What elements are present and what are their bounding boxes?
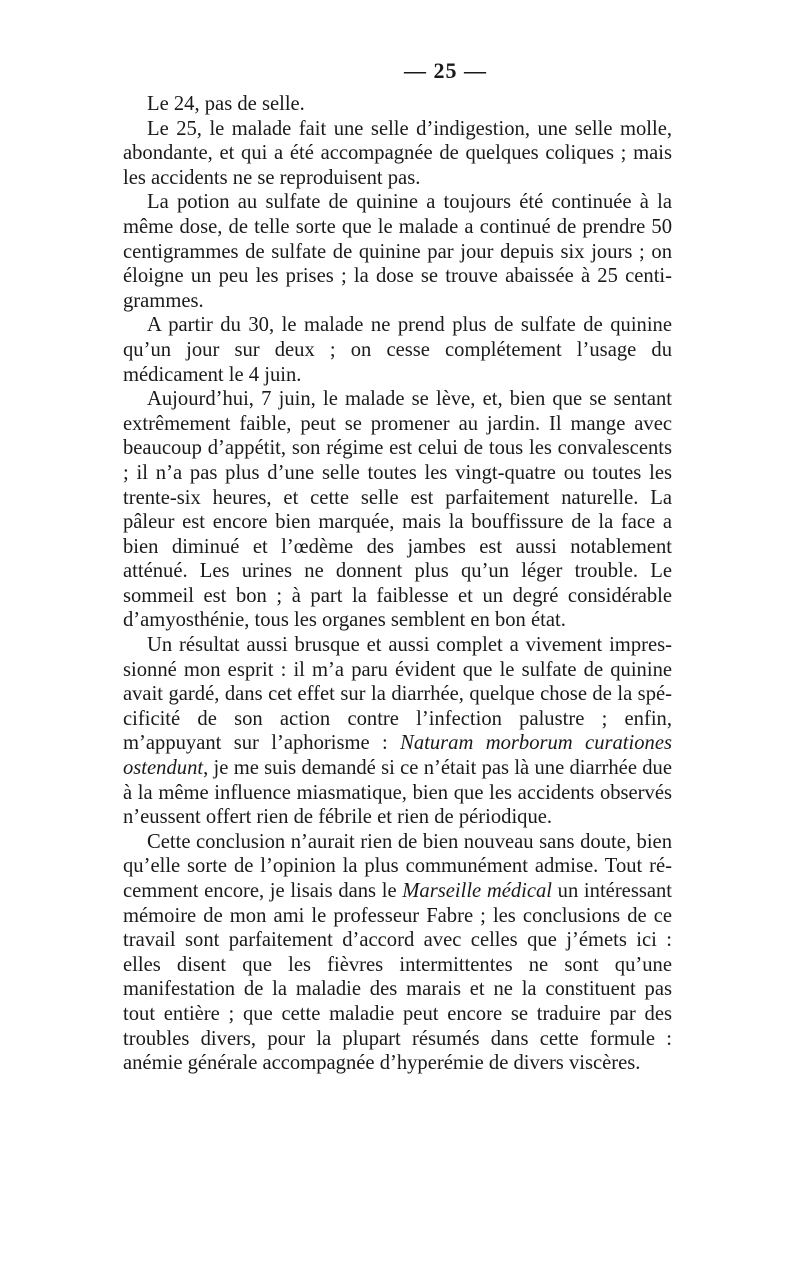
text-segment: Aujourd’hui, 7 juin, le malade se lève, et, bien que se sentant extrêmement faible, peut se promener au jardin. Il mange avec beaucoup d’appétit, son régime est celui de tous les convalescents ; il n’a pas plus d’une selle toutes les vingt-quatre ou toutes les trente-six heures, et cette selle est parfaitement naturelle. La pâleur est encore bien marquée, mais la bouffissure de la face a bien diminué et l’œdème des jambes est aussi notablement atténué. Les urines ne donnent plus qu’un léger trouble. Le sommeil est bon ; à part la faiblesse et un degré considérable d’amyosthénie, tous les organes semblent en bon état. bbox=[123, 388, 672, 632]
paragraph bbox=[123, 387, 672, 633]
italic-text: Naturam morborum curationes ostendunt bbox=[123, 732, 672, 780]
paragraph bbox=[123, 92, 672, 117]
paragraph bbox=[123, 190, 672, 313]
text-segment: A partir du 30, le malade ne prend plus de sulfate de quinine qu’un jour sur deux ; on cesse complétement l’usage du médicament le 4 juin. bbox=[123, 314, 672, 386]
text-segment: Le 24, pas de selle. bbox=[147, 93, 305, 115]
text-segment: La potion au sulfate de quinine a toujours été continuée à la même dose, de telle sorte que le malade a continué de prendre 50 centigrammes de sulfate de quinine par jour depuis six jours ; on éloigne un peu les prises ; la dose se trouve abaissée à 25 centigrammes. bbox=[123, 191, 672, 312]
italic-text: Marseille médical bbox=[402, 880, 553, 902]
paragraph bbox=[123, 117, 672, 191]
text-segment: un intéressant mémoire de mon ami le professeur Fabre ; les conclusions de ce travail sont parfaitement d’accord avec celles que j’émets ici : elles disent que les fièvres intermittentes ne sont qu’une manifestation de la maladie des marais et ne la constituent pas tout entière ; que cette maladie peut encore se traduire par des troubles divers, pour la plupart résumés dans cette formule : anémie générale accompagnée d’hyperémie de divers viscères. bbox=[123, 880, 673, 1075]
text-segment: Cette conclusion n’aurait rien de bien nouveau sans doute, bien qu’elle sorte de l’opinion la plus communément admise. Tout récemment encore, je lisais dans le bbox=[123, 830, 672, 902]
paragraph bbox=[123, 633, 672, 830]
text-segment: , je me suis demandé si ce n’était pas là une diarrhée due à la même influence miasmatique, bien que les accidents observés n’eussent offert rien de fébrile et rien de périodique. bbox=[123, 757, 672, 829]
text-segment: Un résultat aussi brusque et aussi complet a vivement impressionné mon esprit : il m’a paru évident que le sulfate de quinine avait gardé, dans cet effet sur la diarrhée, quelque chose de la spécificité de son action contre l’infection palustre ; enfin, m’appuyant sur l’aphorisme : bbox=[123, 634, 672, 755]
paragraph bbox=[123, 313, 672, 387]
body-text bbox=[123, 92, 672, 1076]
page-number: — 25 — bbox=[404, 58, 487, 83]
text-segment: Le 25, le malade fait une selle d’indigestion, une selle molle, abondante, et qui a été accompagnée de quelques coliques ; mais les accidents ne se reproduisent pas. bbox=[123, 117, 672, 189]
paragraph bbox=[123, 830, 672, 1076]
